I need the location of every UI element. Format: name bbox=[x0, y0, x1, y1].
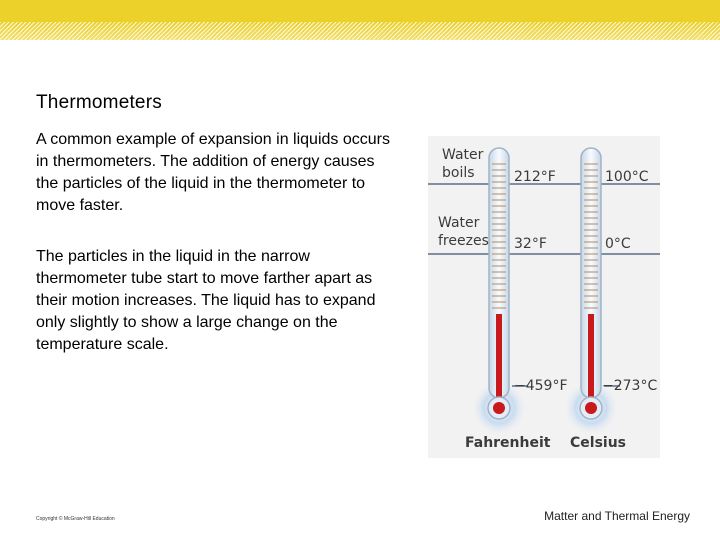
fahrenheit-boil-label: 212°F bbox=[514, 169, 556, 185]
fahrenheit-freeze-label: 32°F bbox=[514, 236, 547, 252]
celsius-freeze-label: 0°C bbox=[605, 236, 631, 252]
footer-title: Matter and Thermal Energy bbox=[544, 509, 690, 523]
fahrenheit-min-label: −459°F bbox=[514, 378, 568, 394]
paragraph-expansion: A common example of expansion in liquids occurs in thermometers. The addition of energy causes the particles of the liquid in the thermometer to move faster. bbox=[36, 131, 390, 214]
water-freezes-label-2: freezes bbox=[438, 233, 489, 249]
water-freezes-label-1: Water bbox=[438, 215, 480, 231]
celsius-boil-label: 100°C bbox=[605, 169, 649, 185]
paragraph-particles: The particles in the liquid in the narrow thermometer tube start to move farther apart as their motion increases. The liquid has to expand only slightly to show a large change on the temperature scale. bbox=[36, 248, 376, 353]
header-band bbox=[0, 0, 720, 40]
water-boils-label-1: Water bbox=[442, 147, 484, 163]
slide-title: Thermometers bbox=[36, 92, 162, 113]
celsius-caption: Celsius bbox=[570, 435, 626, 451]
water-boils-label-2: boils bbox=[442, 165, 475, 181]
celsius-min-label: −273°C bbox=[602, 378, 658, 394]
header-stripes bbox=[0, 22, 720, 40]
copyright-notice: Copyright © McGraw-Hill Education bbox=[36, 516, 115, 522]
thermometer-figure bbox=[428, 136, 660, 458]
fahrenheit-caption: Fahrenheit bbox=[465, 435, 551, 451]
